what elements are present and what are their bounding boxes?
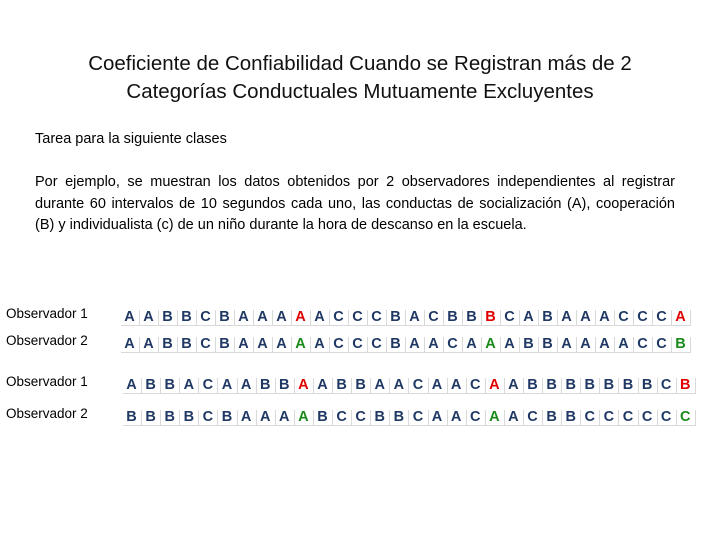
interval-cell: C	[348, 309, 367, 325]
interval-cell: A	[405, 336, 424, 352]
interval-cell: A	[485, 377, 504, 393]
interval-cell: A	[671, 309, 690, 325]
interval-cell: B	[256, 377, 275, 393]
interval-cell: A	[389, 377, 408, 393]
interval-cell: B	[351, 377, 370, 393]
interval-cell: B	[580, 377, 599, 393]
interval-cell: A	[313, 377, 332, 393]
observer-label: Observador 1	[6, 306, 88, 321]
interval-cell: A	[120, 336, 139, 352]
interval-cell: A	[310, 309, 329, 325]
interval-cell: B	[215, 309, 234, 325]
interval-sequence	[120, 302, 690, 332]
interval-cell: B	[141, 377, 160, 393]
interval-cell: C	[329, 336, 348, 352]
interval-cell: A	[122, 377, 141, 393]
interval-cell: B	[561, 377, 580, 393]
interval-cell: A	[256, 409, 275, 425]
interval-cell: A	[253, 309, 272, 325]
interval-cell: B	[538, 309, 557, 325]
interval-cell: C	[424, 309, 443, 325]
interval-cell: C	[351, 409, 370, 425]
interval-cell: B	[676, 377, 695, 393]
interval-cell: A	[595, 309, 614, 325]
interval-cell: C	[443, 336, 462, 352]
interval-cell: C	[408, 409, 427, 425]
interval-cell: C	[676, 409, 695, 425]
interval-cell: C	[367, 309, 386, 325]
observer-row-1	[6, 302, 716, 332]
interval-cell: C	[657, 377, 676, 393]
interval-cell: C	[633, 309, 652, 325]
observer-row-3	[6, 370, 716, 400]
interval-cell: B	[179, 409, 198, 425]
page-title	[40, 50, 680, 106]
interval-cell: B	[275, 377, 294, 393]
observer-label: Observador 1	[6, 374, 88, 389]
interval-cell: B	[443, 309, 462, 325]
interval-sequence	[122, 402, 695, 432]
interval-cell: B	[638, 377, 657, 393]
interval-cell: A	[120, 309, 139, 325]
interval-cell: C	[614, 309, 633, 325]
observer-row-2	[6, 329, 716, 359]
interval-cell: B	[177, 336, 196, 352]
interval-cell: C	[198, 377, 217, 393]
interval-cell: B	[158, 336, 177, 352]
interval-cell: C	[466, 409, 485, 425]
interval-cell: C	[638, 409, 657, 425]
interval-cell: A	[272, 336, 291, 352]
interval-cell: B	[519, 336, 538, 352]
interval-cell: B	[215, 336, 234, 352]
interval-cell: A	[428, 409, 447, 425]
interval-cell: B	[160, 409, 179, 425]
observer-label: Observador 2	[6, 406, 88, 421]
interval-cell: B	[618, 377, 637, 393]
interval-cell: C	[633, 336, 652, 352]
interval-cell: B	[671, 336, 690, 352]
interval-cell: A	[237, 377, 256, 393]
task-subheading: Tarea para la siguiente clases	[35, 131, 227, 147]
interval-cell: A	[139, 309, 158, 325]
interval-cell: A	[428, 377, 447, 393]
interval-cell: B	[462, 309, 481, 325]
interval-cell: A	[179, 377, 198, 393]
interval-cell: C	[329, 309, 348, 325]
interval-cell: C	[599, 409, 618, 425]
interval-cell: A	[370, 377, 389, 393]
interval-cell: A	[237, 409, 256, 425]
interval-sequence	[122, 370, 695, 400]
interval-cell: A	[405, 309, 424, 325]
interval-cell: C	[652, 336, 671, 352]
interval-cell: A	[291, 336, 310, 352]
interval-cell: C	[332, 409, 351, 425]
interval-cell: B	[389, 409, 408, 425]
interval-cell: A	[500, 336, 519, 352]
interval-cell: B	[386, 336, 405, 352]
interval-cell: A	[614, 336, 633, 352]
interval-cell: B	[332, 377, 351, 393]
interval-cell: B	[542, 409, 561, 425]
interval-cell: A	[253, 336, 272, 352]
interval-cell: A	[447, 377, 466, 393]
interval-cell: B	[217, 409, 236, 425]
interval-cell: A	[481, 336, 500, 352]
interval-cell: B	[523, 377, 542, 393]
interval-cell: C	[652, 309, 671, 325]
interval-cell: B	[160, 377, 179, 393]
interval-cell: C	[196, 309, 215, 325]
interval-cell: B	[177, 309, 196, 325]
interval-cell: A	[234, 309, 253, 325]
observer-row-4	[6, 402, 716, 432]
interval-cell: B	[370, 409, 389, 425]
interval-cell: A	[424, 336, 443, 352]
interval-cell: A	[485, 409, 504, 425]
interval-cell: A	[576, 309, 595, 325]
interval-cell: A	[217, 377, 236, 393]
title-line-2: Categorías Conductuales Mutuamente Excluyentes	[126, 80, 594, 103]
interval-cell: C	[523, 409, 542, 425]
interval-cell: A	[557, 309, 576, 325]
interval-cell: C	[348, 336, 367, 352]
interval-cell: C	[580, 409, 599, 425]
interval-cell: A	[504, 409, 523, 425]
interval-cell: A	[557, 336, 576, 352]
interval-cell: B	[122, 409, 141, 425]
observer-label: Observador 2	[6, 333, 88, 348]
interval-cell: C	[618, 409, 637, 425]
interval-cell: A	[291, 309, 310, 325]
interval-cell: B	[599, 377, 618, 393]
interval-cell: C	[408, 377, 427, 393]
interval-cell: C	[500, 309, 519, 325]
interval-cell: A	[234, 336, 253, 352]
interval-cell: C	[198, 409, 217, 425]
interval-cell: A	[294, 377, 313, 393]
interval-cell: A	[272, 309, 291, 325]
interval-cell: B	[313, 409, 332, 425]
interval-sequence	[120, 329, 690, 359]
interval-cell: A	[595, 336, 614, 352]
interval-cell: B	[386, 309, 405, 325]
interval-cell: C	[367, 336, 386, 352]
interval-cell: A	[519, 309, 538, 325]
interval-cell: B	[561, 409, 580, 425]
title-line-1: Coeficiente de Confiabilidad Cuando se Registran más de 2	[88, 52, 632, 75]
interval-cell: A	[310, 336, 329, 352]
interval-cell: C	[196, 336, 215, 352]
interval-cell: A	[294, 409, 313, 425]
interval-cell: A	[576, 336, 595, 352]
interval-cell: C	[657, 409, 676, 425]
interval-cell: B	[542, 377, 561, 393]
interval-cell: A	[447, 409, 466, 425]
interval-cell: B	[141, 409, 160, 425]
interval-cell: B	[538, 336, 557, 352]
interval-cell: C	[466, 377, 485, 393]
interval-cell: A	[462, 336, 481, 352]
example-paragraph: Por ejemplo, se muestran los datos obtenidos por 2 observadores independientes al registrar durante 60 intervalos de 10 segundos cada uno, las conductas de socialización (A), cooperación (B) y individualista (c) de un niño durante la hora de descanso en la escuela.	[35, 174, 675, 233]
interval-cell: B	[481, 309, 500, 325]
interval-cell: B	[158, 309, 177, 325]
interval-cell: A	[504, 377, 523, 393]
interval-cell: A	[139, 336, 158, 352]
interval-cell: A	[275, 409, 294, 425]
